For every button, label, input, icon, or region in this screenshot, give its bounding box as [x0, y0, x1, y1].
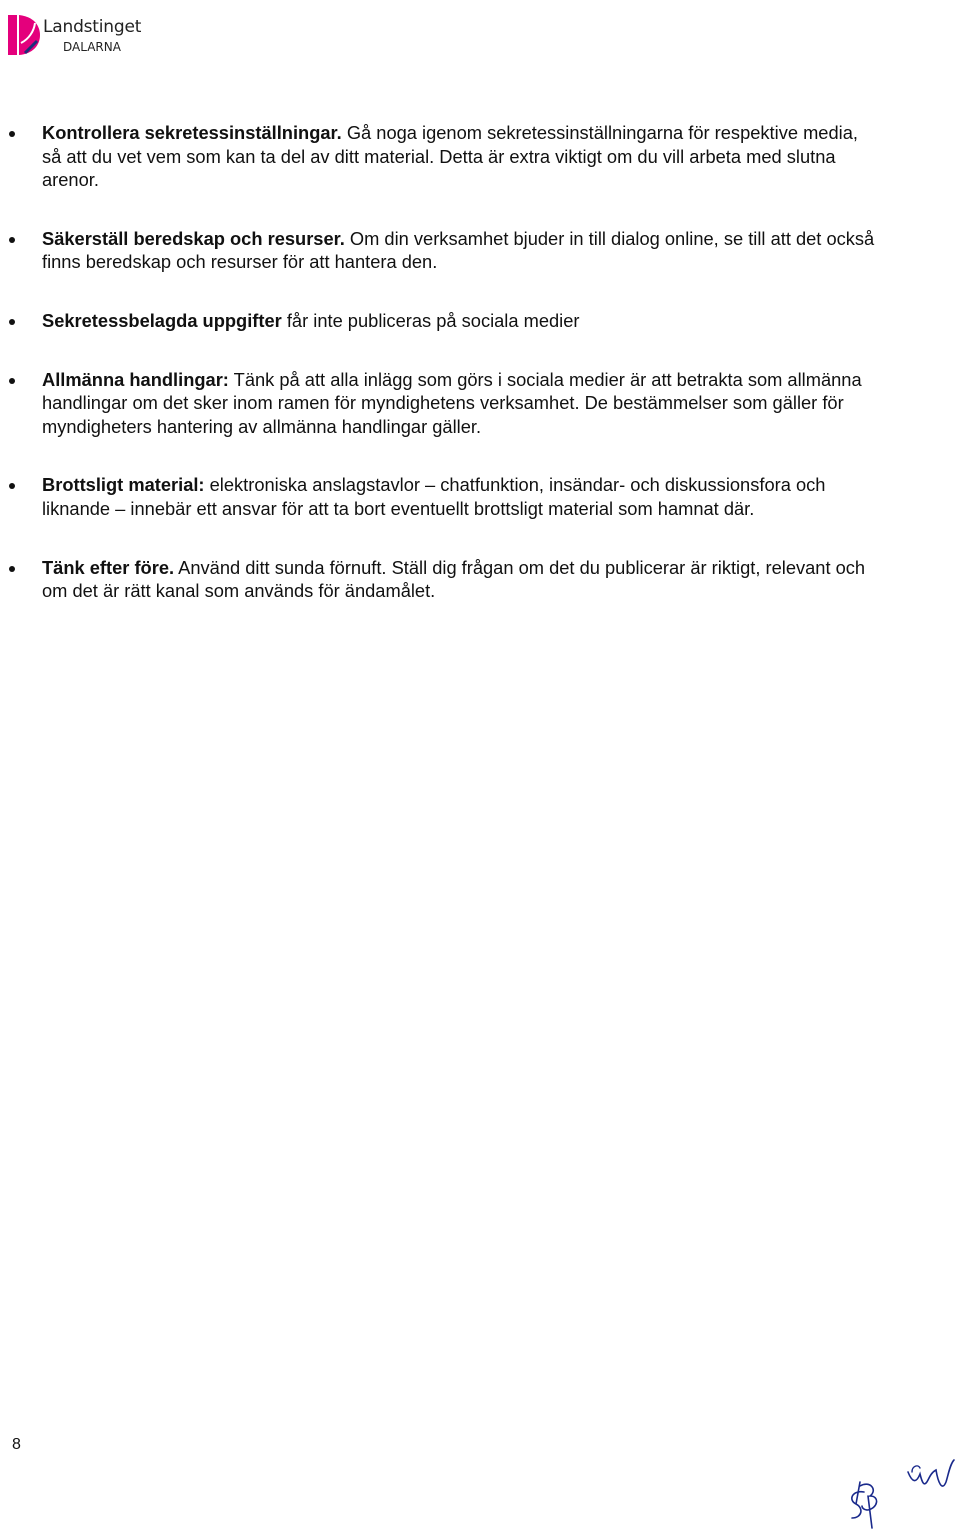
handwritten-initials	[842, 1452, 960, 1530]
list-item-heading: Sekretessbelagda uppgifter	[42, 309, 282, 331]
list-item-heading: Säkerställ beredskap och resurser.	[42, 227, 345, 249]
list-item	[0, 368, 880, 439]
logo-name: Landstinget	[43, 17, 142, 37]
list-item	[0, 227, 880, 274]
guideline-list	[0, 121, 880, 638]
list-item-text: Om din verksamhet bjuder in till dialog online, se till att det också finns beredskap och resurser för att hantera den.	[42, 227, 875, 273]
list-item-text: elektroniska anslagstavlor – chatfunktion, insändar- och diskussionsfora och liknande – innebär ett ansvar för att ta bort eventuellt brottsligt material som hamnat där.	[42, 474, 826, 519]
list-item-text: Gå noga igenom sekretessinställningarna för respektive media, så att du vet vem som kan ta del av ditt material. Detta är extra viktigt om du vill arbeta med slutna arenor.	[42, 122, 858, 191]
list-item-heading: Allmänna handlingar:	[42, 368, 229, 390]
page-number: 8	[12, 1436, 21, 1453]
landstinget-logo	[7, 13, 167, 63]
list-item	[0, 556, 880, 603]
list-item-text: får inte publiceras på sociala medier	[281, 309, 580, 331]
landstinget-logo-mark	[7, 13, 41, 57]
list-item	[0, 309, 880, 333]
list-item-heading: Brottsligt material:	[42, 474, 205, 496]
list-item-heading: Tänk efter före.	[42, 556, 175, 578]
list-item-text: Tänk på att alla inlägg som görs i sociala medier är att betrakta som allmänna handlingar om det sker inom ramen för myndighetens verksamhet. De bestämmelser som gäller för myndigheters hantering av allmänna handlingar gäller.	[42, 368, 862, 437]
list-item	[0, 121, 880, 192]
list-item-heading: Kontrollera sekretessinställningar.	[42, 122, 342, 143]
logo-subtitle: DALARNA	[63, 40, 121, 54]
list-item	[0, 473, 880, 520]
list-item-text: Använd ditt sunda förnuft. Ställ dig frågan om det du publicerar är riktigt, relevant och om det är rätt kanal som används för ändamålet.	[42, 556, 866, 602]
